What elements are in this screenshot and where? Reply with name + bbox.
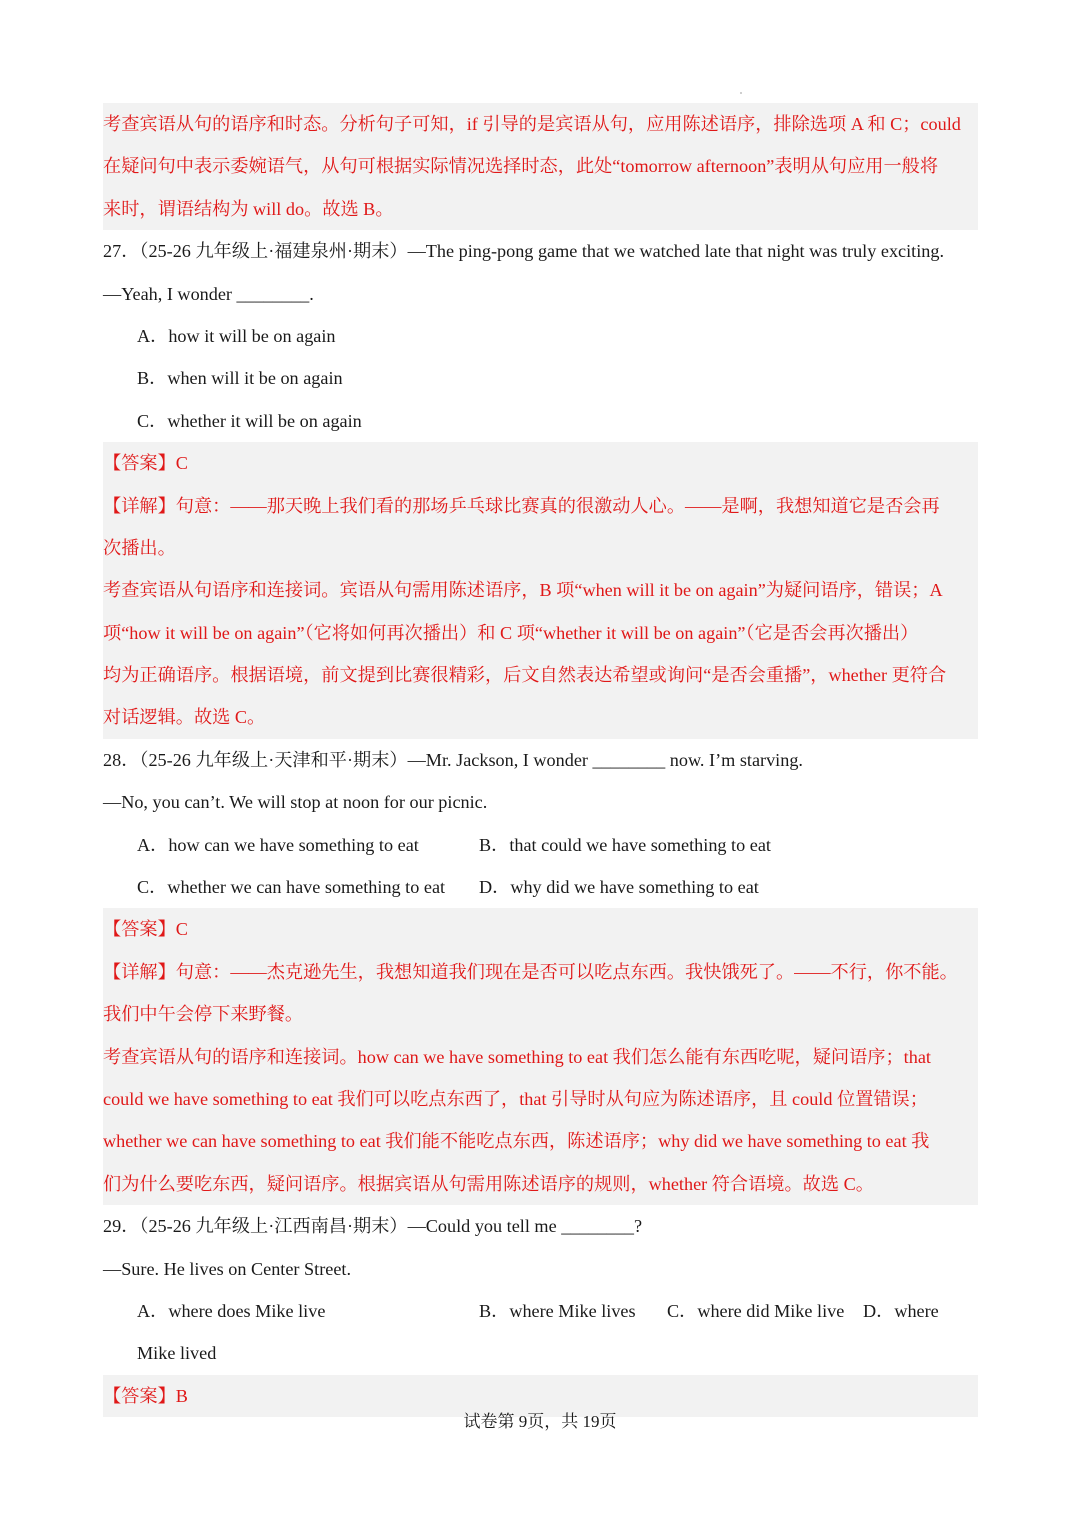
option-d: D．why did we have something to eat — [479, 877, 759, 898]
detail-line: 我们中午会停下来野餐。 — [103, 1004, 304, 1025]
answer-value: C — [175, 453, 188, 474]
question-stem: 28．（25-26 九年级上·天津和平·期末）—Mr. Jackson, I wonder ________ now. I’m starving. — [103, 749, 803, 770]
analysis-line: 均为正确语序。根据语境，前文提到比赛很精彩，后文自然表达希望或询问“是否会重播”，whether 更符合 — [103, 665, 947, 686]
question-stem: 29．（25-26 九年级上·江西南昌·期末）—Could you tell me ________? — [103, 1216, 643, 1237]
scan-speck — [740, 92, 742, 94]
option-a: A．where does Mike live — [137, 1300, 326, 1321]
answer-label: 【答案】 — [103, 919, 176, 940]
question-stem: 27．（25-26 九年级上·福建泉州·期末）—The ping-pong game that we watched late that night was truly exciting. — [103, 241, 944, 262]
answer-label: 【答案】 — [103, 1385, 176, 1406]
option-c: C．whether we can have something to eat — [137, 877, 446, 898]
detail-line — [103, 951, 978, 993]
detail-label: 【详解】 — [103, 961, 176, 982]
analysis-line: 对话逻辑。故选 C。 — [103, 707, 266, 728]
question-28 — [103, 739, 978, 909]
option-a: A．how it will be on again — [137, 325, 336, 346]
detail-text: 句意：——杰克逊先生，我想知道我们现在是否可以吃点东西。我快饿死了。——不行，你不能。 — [175, 961, 958, 982]
analysis-line: could we have something to eat 我们可以吃点东西了，that 引导时从句应为陈述语序，且 could 位置错误； — [103, 1088, 928, 1109]
q26-analysis-block — [103, 103, 978, 230]
q26-analysis-line: 来时，谓语结构为 will do。故选 B。 — [103, 198, 394, 219]
analysis-line: 考查宾语从句语序和连接词。宾语从句需用陈述语序，B 项“when will it be on again”为疑问语序，错误；A — [103, 580, 943, 601]
analysis-line: 们为什么要吃东西，疑问语序。根据宾语从句需用陈述语序的规则，whether 符合语境。故选 C。 — [103, 1173, 874, 1194]
question-reply: —No, you can’t. We will stop at noon for our picnic. — [103, 792, 488, 813]
option-row — [103, 1290, 978, 1332]
option-c: C．whether it will be on again — [137, 410, 362, 431]
analysis-line: 项“how it will be on again”（它将如何再次播出）和 C 项“whether it will be on again”（它是否会再次播出） — [103, 622, 919, 643]
option-row-cd — [103, 866, 978, 908]
answer-value: B — [175, 1385, 188, 1406]
page-content — [103, 103, 978, 1417]
q27-answer-block — [103, 442, 978, 739]
option-b: B．where Mike lives — [479, 1300, 636, 1321]
question-27 — [103, 230, 978, 442]
option-b: B．that could we have something to eat — [479, 834, 771, 855]
q26-analysis-line: 在疑问句中表示委婉语气，从句可根据实际情况选择时态，此处“tomorrow afternoon”表明从句应用一般将 — [103, 156, 939, 177]
analysis-line: whether we can have something to eat 我们能不能吃点东西，陈述语序；why did we have something to eat 我 — [103, 1131, 930, 1152]
answer-label: 【答案】 — [103, 453, 176, 474]
detail-label: 【详解】 — [103, 495, 176, 516]
detail-text: 句意：——那天晚上我们看的那场乒乓球比赛真的很激动人心。——是啊，我想知道它是否会再 — [175, 495, 940, 516]
q28-answer-block — [103, 908, 978, 1205]
question-reply: —Sure. He lives on Center Street. — [103, 1258, 352, 1279]
page-footer: 试卷第 9页，共 19页 — [463, 1412, 617, 1431]
q26-analysis-line: 考查宾语从句的语序和时态。分析句子可知，if 引导的是宾语从句，应用陈述语序，排除选项 A 和 C；could — [103, 114, 961, 134]
question-29 — [103, 1205, 978, 1375]
detail-line: 次播出。 — [103, 537, 176, 558]
option-row-ab — [103, 824, 978, 866]
option-d: D．where — [863, 1300, 939, 1321]
answer-line — [103, 908, 978, 950]
detail-line — [103, 485, 978, 527]
option-c: C．where did Mike live — [667, 1300, 845, 1321]
option-d-continued: Mike lived — [137, 1343, 217, 1364]
option-b: B．when will it be on again — [137, 368, 343, 389]
analysis-line: 考查宾语从句的语序和连接词。how can we have something to eat 我们怎么能有东西吃呢，疑问语序；that — [103, 1046, 931, 1067]
answer-line — [103, 442, 978, 484]
question-reply: —Yeah, I wonder ________. — [103, 283, 314, 304]
answer-value: C — [175, 919, 188, 940]
option-a: A．how can we have something to eat — [137, 834, 419, 855]
